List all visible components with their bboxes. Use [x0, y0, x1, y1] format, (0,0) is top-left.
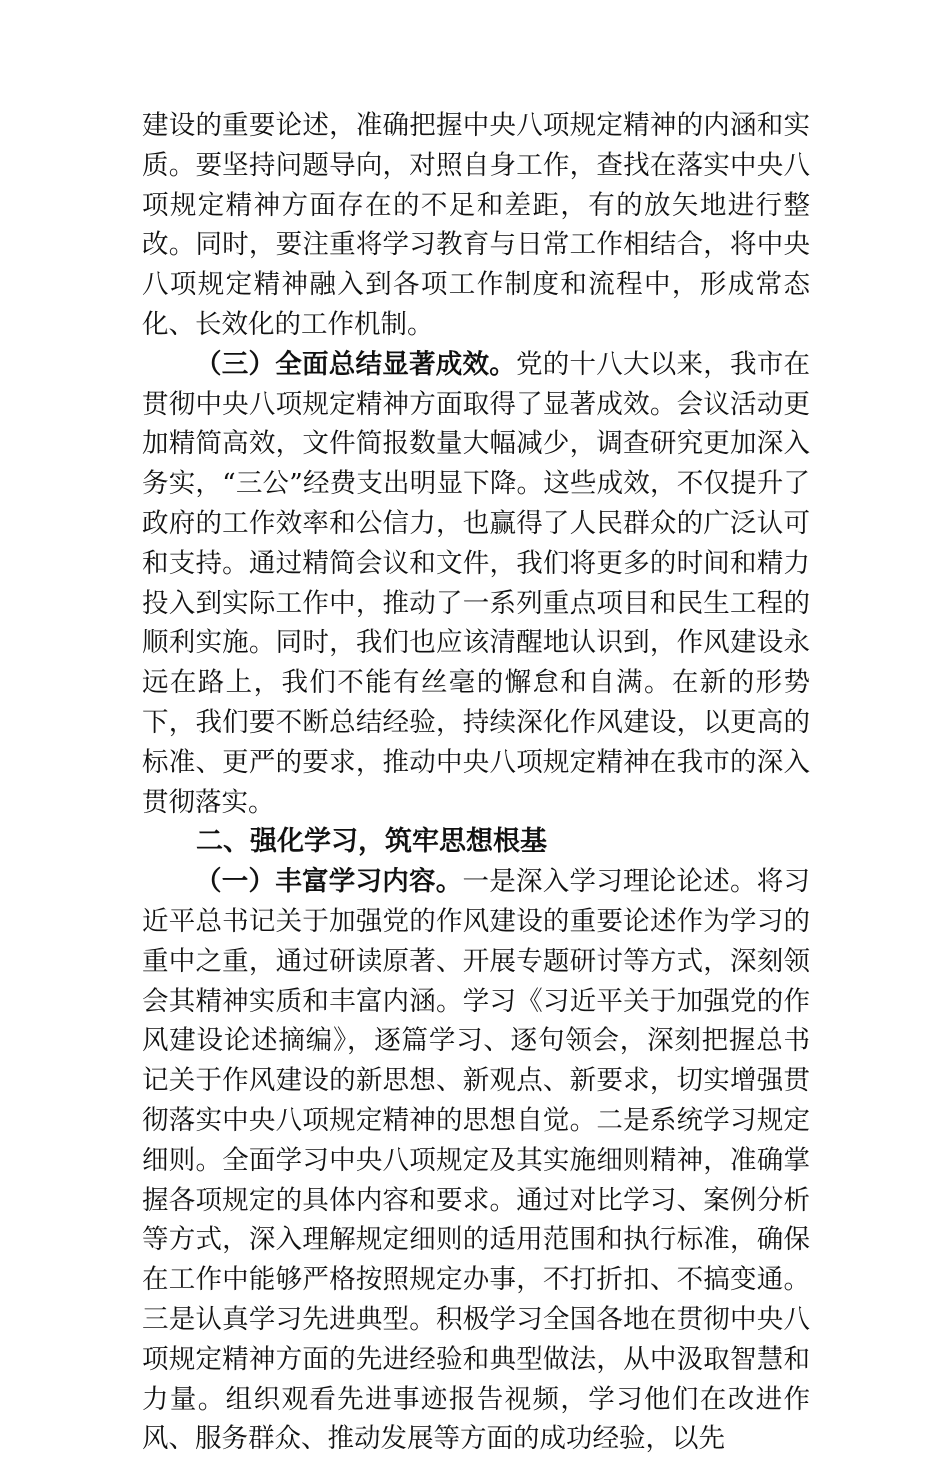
paragraph-section-3: [142, 345, 810, 823]
paragraph-text: 党的十八大以来，我市在贯彻中央八项规定精神方面取得了显著成效。会议活动更加精简高效，文件简报数量大幅减少，调查研究更加深入务实，“三公”经费支出明显下降。这些成效，不仅提升了政府的工作效率和公信力，也赢得了人民群众的广泛认可和支持。通过精简会议和文件，我们将更多的时间和精力投入到实际工作中，推动了一系列重点项目和民生工程的顺利实施。同时，我们也应该清醒地认识到，作风建设永远在路上，我们不能有丝毫的懈怠和自满。在新的形势下，我们要不断总结经验，持续深化作风建设，以更高的标准、更严的要求，推动中央八项规定精神在我市的深入贯彻落实。: [142, 348, 810, 818]
paragraph-subsection-1: [142, 862, 810, 1459]
subsection-lead-title: （一）丰富学习内容。: [195, 866, 463, 898]
document-body: [142, 106, 810, 1459]
section-heading: 二、强化学习，筑牢思想根基: [196, 826, 547, 858]
paragraph-continuation: [142, 106, 810, 345]
paragraph-text: 建设的重要论述，准确把握中央八项规定精神的内涵和实质。要坚持问题导向，对照自身工作，查找在落实中央八项规定精神方面存在的不足和差距，有的放矢地进行整改。同时，要注重将学习教育与日常工作相结合，将中央八项规定精神融入到各项工作制度和流程中，形成常态化、长效化的工作机制。: [142, 110, 810, 340]
section-lead-title: （三）全面总结显著成效。: [195, 348, 516, 380]
paragraph-text: 一是深入学习理论论述。将习近平总书记关于加强党的作风建设的重要论述作为学习的重中之重，通过研读原著、开展专题研讨等方式，深刻领会其精神实质和丰富内涵。学习《习近平关于加强党的作风建设论述摘编》，逐篇学习、逐句领会，深刻把握总书记关于作风建设的新思想、新观点、新要求，切实增强贯彻落实中央八项规定精神的思想自觉。二是系统学习规定细则。全面学习中央八项规定及其实施细则精神，准确掌握各项规定的具体内容和要求。通过对比学习、案例分析等方式，深入理解规定细则的适用范围和执行标准，确保在工作中能够严格按照规定办事，不打折扣、不搞变通。三是认真学习先进典型。积极学习全国各地在贯彻中央八项规定精神方面的先进经验和典型做法，从中汲取智慧和力量。组织观看先进事迹报告视频，学习他们在改进作风、服务群众、推动发展等方面的成功经验，以先: [142, 866, 810, 1455]
